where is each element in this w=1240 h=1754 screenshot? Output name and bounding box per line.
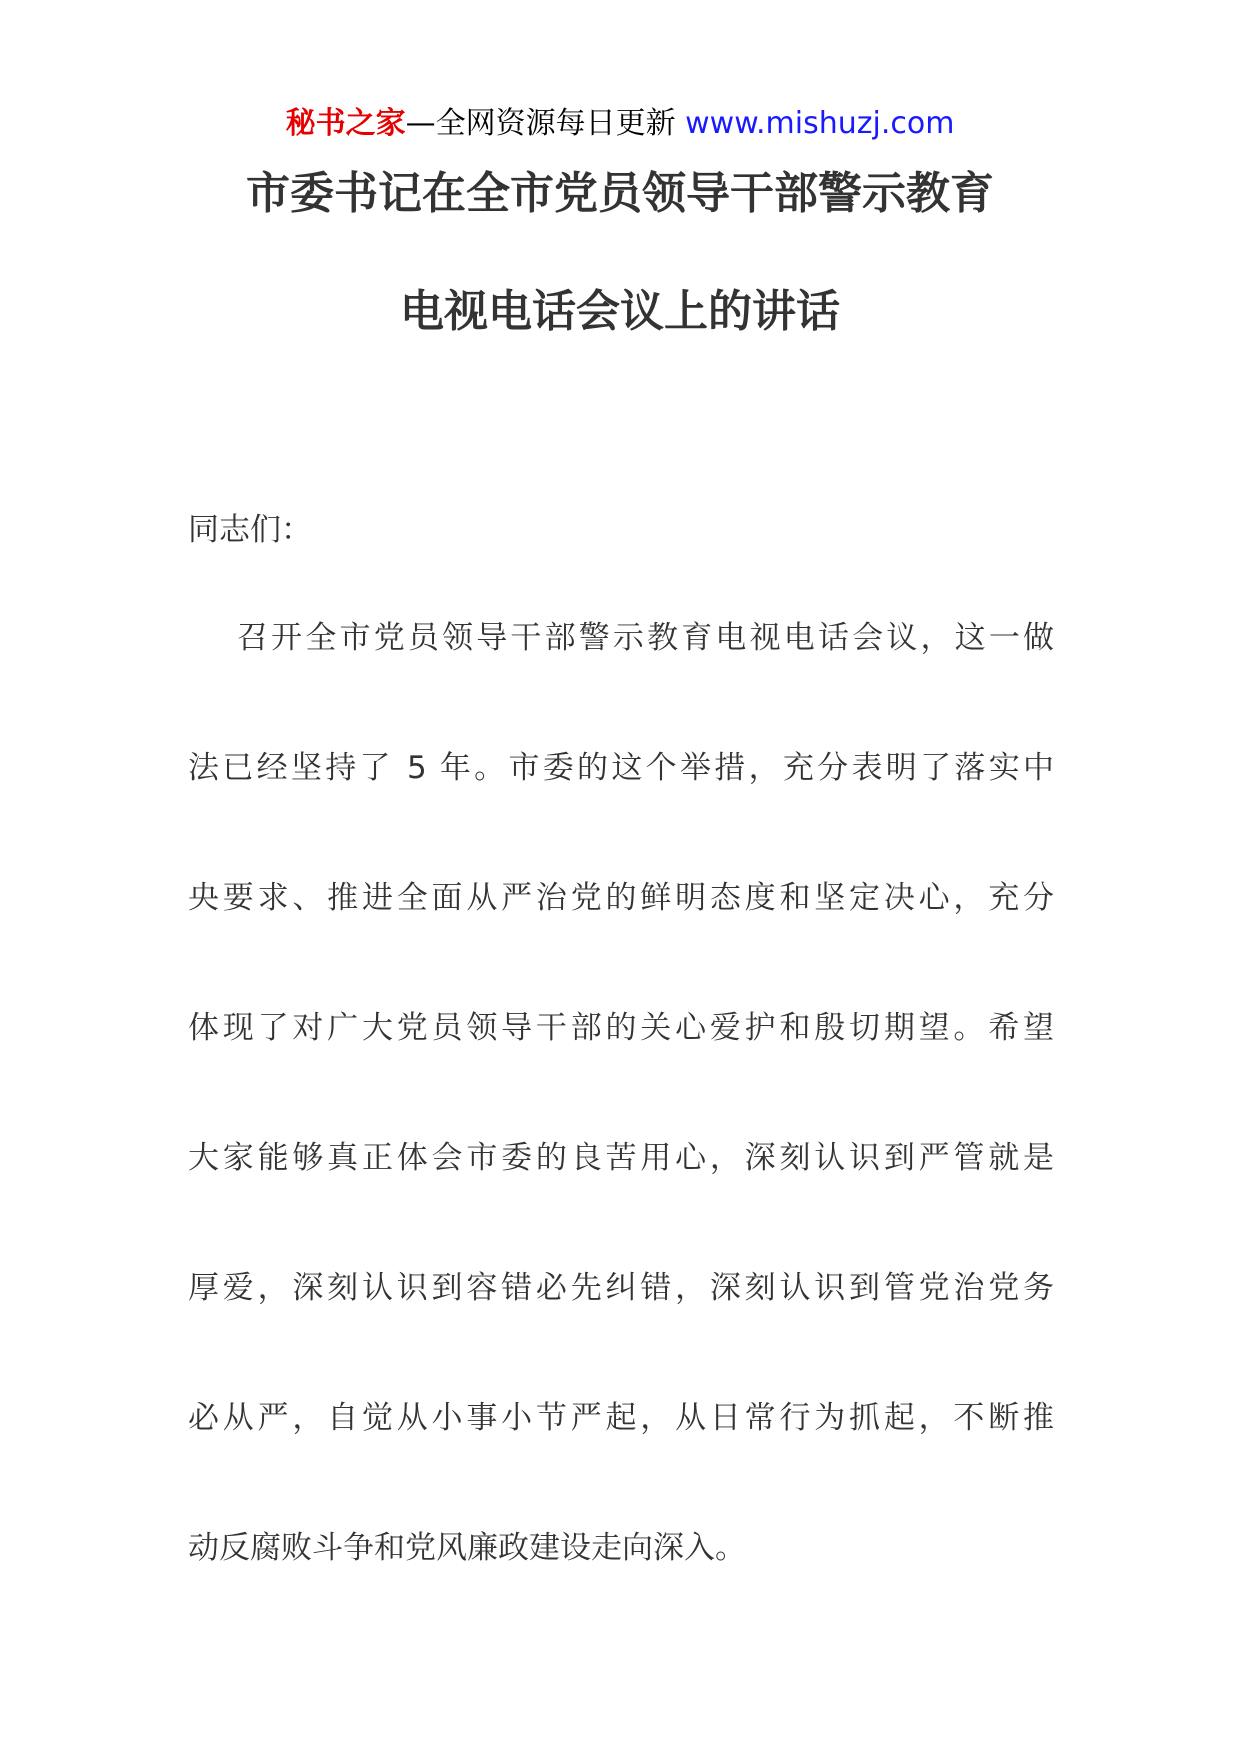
body-line: 央要求、推进全面从严治党的鲜明态度和坚定决心，充分 <box>188 880 1054 916</box>
salutation: 同志们： <box>188 512 312 548</box>
body-line: 大家能够真正体会市委的良苦用心，深刻认识到严管就是 <box>188 1140 1054 1176</box>
body-line: 动反腐败斗争和党风廉政建设走向深入。 <box>188 1530 746 1566</box>
body-line: 体现了对广大党员领导干部的关心爱护和殷切期望。希望 <box>188 1010 1054 1046</box>
site-url-link[interactable]: www.mishuzj.com <box>685 106 955 141</box>
body-line: 法已经坚持了 5 年。市委的这个举措，充分表明了落实中 <box>188 750 1054 786</box>
body-line: 召开全市党员领导干部警示教育电视电话会议，这一做 <box>237 620 1054 656</box>
site-header <box>0 102 1240 146</box>
site-brand: 秘书之家 <box>285 106 406 141</box>
document-title-line-2: 电视电话会议上的讲话 <box>400 286 840 337</box>
body-line: 必从严，自觉从小事小节严起，从日常行为抓起，不断推 <box>188 1400 1054 1436</box>
document-title-line-1: 市委书记在全市党员领导干部警示教育 <box>246 168 994 219</box>
body-line: 厚爱，深刻认识到容错必先纠错，深刻认识到管党治党务 <box>188 1270 1054 1306</box>
site-tagline: —全网资源每日更新 <box>405 106 676 141</box>
